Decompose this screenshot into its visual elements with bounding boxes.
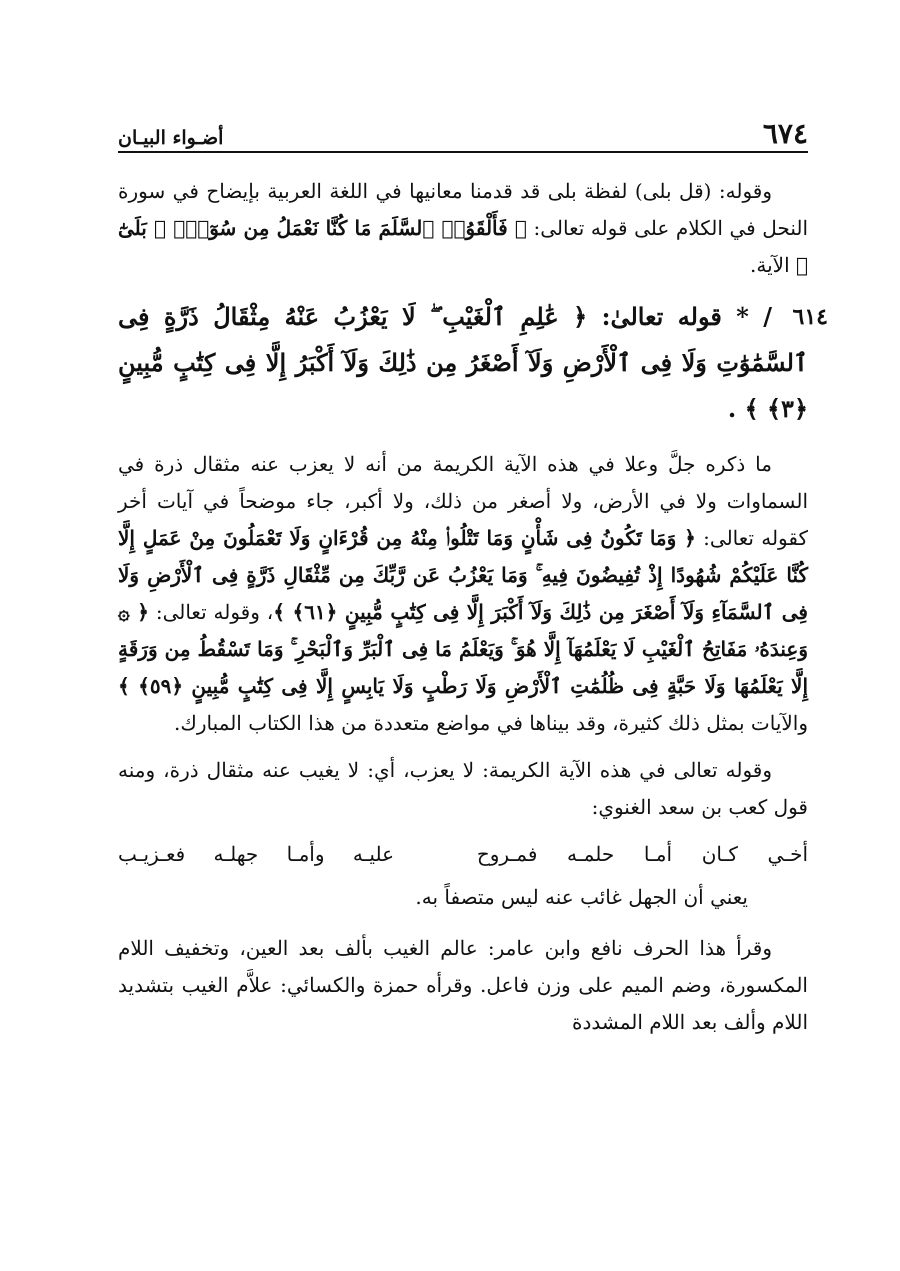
paragraph-meaning [118, 752, 808, 826]
paragraph-mid: ، وقوله تعالى: [155, 600, 274, 624]
page-header [118, 108, 808, 153]
poem-hemistich-first: أخـي كـان أمـا حلمـه فمـروح [476, 842, 808, 866]
poem-verse [118, 836, 808, 873]
quran-verse-anam: ﴿ ۞ وَعِندَهُۥ مَفَاتِحُ ٱلْغَيْبِ لَا يَعْلَمُهَآ إِلَّا هُوَ ۚ وَيَعْلَمُ مَا فِى ٱلْبَرِّ وَٱلْبَحْرِ ۚ وَمَا تَسْقُطُ مِن وَرَقَةٍ إِلَّا يَعْلَمُهَا وَلَا حَبَّةٍ فِى ظُلُمَٰتِ ٱلْأَرْضِ وَلَا رَطْبٍ وَلَا يَابِسٍ إِلَّا فِى كِتَٰبٍ مُّبِينٍ ﴿٥٩﴾ ﴾ [118, 600, 809, 698]
book-page [118, 108, 828, 1051]
quran-verse: ﴿ فَأَلْقَوُا۟ ٱلسَّلَمَ مَا كُنَّا نَعْمَلُ مِن سُوٓءٍۭ ۚ بَلَىٰٓ ﴾ [118, 216, 808, 277]
book-title: أضـواء البيـان [118, 127, 224, 149]
paragraph-intro: ما ذكره جلَّ وعلا في هذه الآية الكريمة من أنه لا يعزب عنه مثقال ذرة في السماوات ولا في الأرض، ولا أصغر من ذلك، ولا أكبر، جاء موضحاً في آيات أخر كقوله تعالى: [118, 452, 809, 550]
poem-explanation [118, 879, 808, 916]
paragraph-text: وقرأ هذا الحرف نافع وابن عامر: عالم الغيب بألف بعد العين، وتخفيف اللام المكسورة، وضم الميم على وزن فاعل. وقرأه حمزة والكسائي: علاَّم الغيب بتشديد اللام وألف بعد اللام المشددة [118, 936, 808, 1034]
heading-lead: / * قوله تعالىٰ: [601, 302, 772, 331]
page-content [118, 173, 828, 1041]
paragraph-text: وقوله تعالى في هذه الآية الكريمة: لا يعزب، أي: لا يغيب عنه مثقال ذرة، ومنه قول كعب بن سعد الغنوي: [118, 758, 808, 819]
verse-heading [118, 294, 828, 432]
heading-verse: ﴿ عَٰلِمِ ٱلْغَيْبِ ۖ لَا يَعْزُبُ عَنْهُ مِثْقَالُ ذَرَّةٍ فِى ٱلسَّمَٰوَٰتِ وَلَا فِى ٱلْأَرْضِ وَلَآ أَصْغَرُ مِن ذَٰلِكَ وَلَآ أَكْبَرُ إِلَّا فِى كِتَٰبٍ مُّبِينٍ ﴿٣﴾ ﴾ [118, 302, 808, 423]
paragraph-readings [118, 930, 808, 1041]
paragraph-tail: والآيات بمثل ذلك كثيرة، وقد بيناها في مواضع متعددة من هذا الكتاب المبارك. [174, 711, 808, 735]
paragraph-tail: الآية. [750, 253, 790, 277]
poem-hemistich-second: عليـه وأمـا جهلـه فعـزيـب [118, 842, 394, 866]
paragraph-explanation [118, 446, 808, 742]
paragraph-qul-bala [118, 173, 808, 284]
poem-note-text: يعني أن الجهل غائب عنه ليس متصفاً به. [415, 885, 748, 909]
paragraph-text: وقوله: (قل بلى) لفظة بلى قد قدمنا معانيها في اللغة العربية بإيضاح في سورة النحل في الكلام على قوله تعالى: [118, 179, 809, 240]
quran-verse-yunus: ﴿ وَمَا تَكُونُ فِى شَأْنٍ وَمَا تَتْلُوا۟ مِنْهُ مِن قُرْءَانٍ وَلَا تَعْمَلُونَ مِنْ عَمَلٍ إِلَّا كُنَّا عَلَيْكُمْ شُهُودًا إِذْ تُفِيضُونَ فِيهِ ۚ وَمَا يَعْزُبُ عَن رَّبِّكَ مِن مِّثْقَالِ ذَرَّةٍ فِى ٱلْأَرْضِ وَلَا فِى ٱلسَّمَآءِ وَلَآ أَصْغَرَ مِن ذَٰلِكَ وَلَآ أَكْبَرَ إِلَّا فِى كِتَٰبٍ مُّبِينٍ ﴿٦١﴾ ﴾ [118, 526, 808, 624]
margin-page-number: ٦١٤ [792, 304, 828, 330]
page-number: ٦٧٤ [762, 117, 808, 150]
heading-tail: . [727, 394, 737, 423]
